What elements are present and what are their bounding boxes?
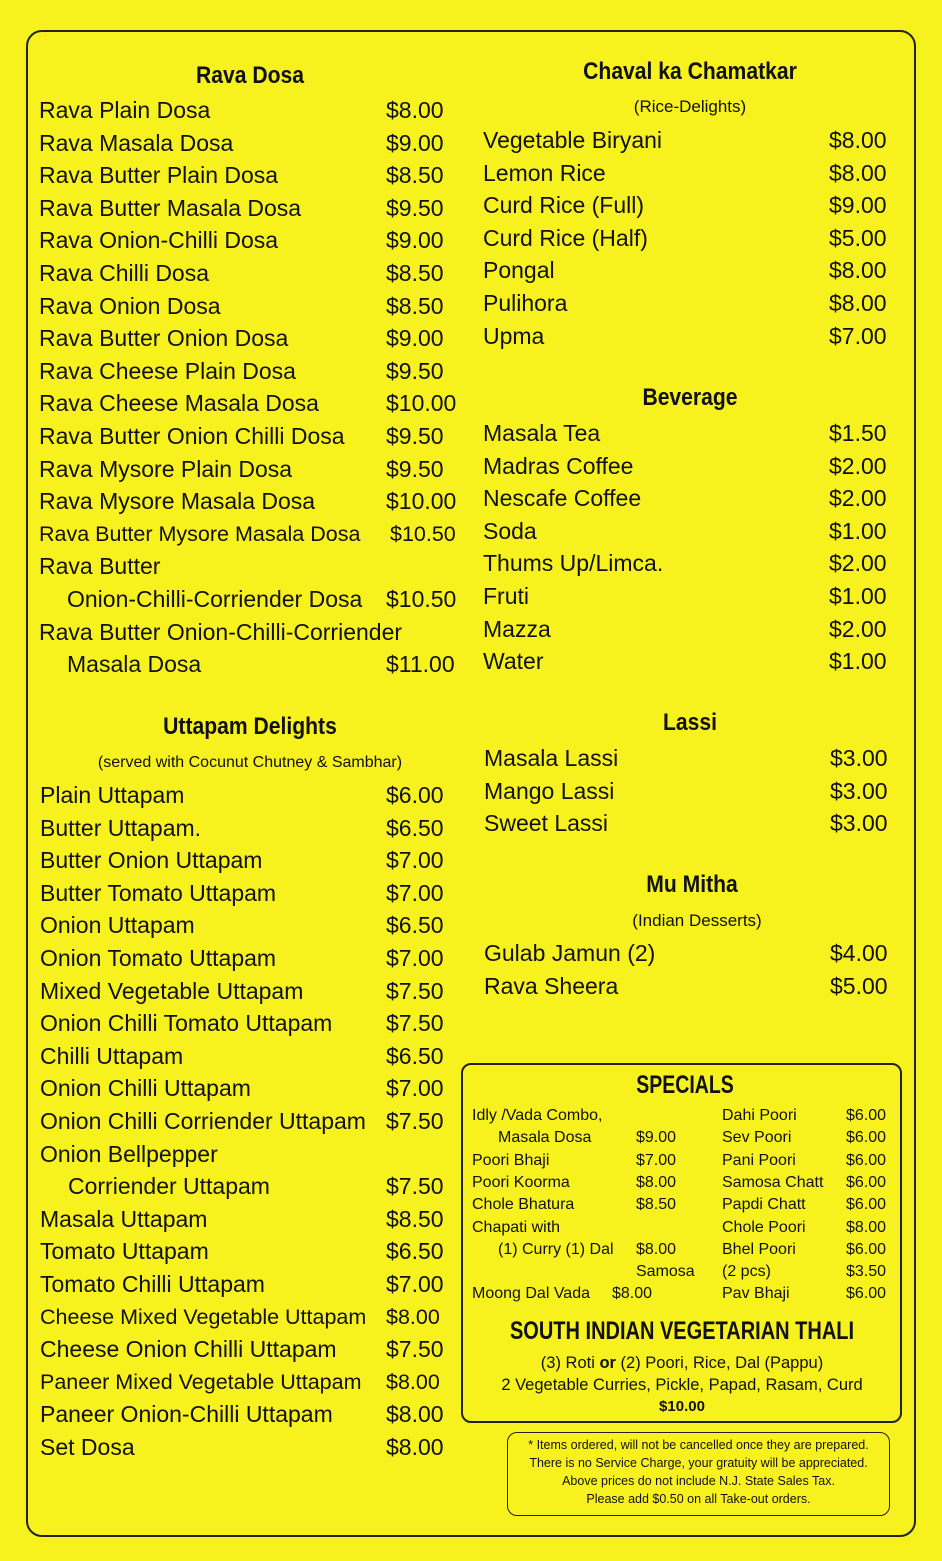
special-item-name: Bhel Poori (722, 1240, 796, 1258)
special-item-price: $6.00 (846, 1173, 887, 1191)
menu-item (483, 254, 893, 287)
menu-item-price: $9.00 (386, 325, 444, 352)
uttapam-list (40, 779, 470, 1463)
menu-item-name: Rava Butter Plain Dosa (39, 162, 279, 189)
menu-item (483, 547, 893, 580)
menu-item (483, 645, 893, 678)
menu-item-price: $6.00 (386, 782, 444, 808)
menu-item (483, 482, 893, 515)
menu-item (40, 1333, 470, 1366)
menu-item-name: Masala Lassi (484, 745, 619, 771)
menu-item-name: Rava Butter Masala Dosa (39, 194, 302, 221)
menu-item-price: $8.50 (386, 292, 444, 319)
menu-item-price: $7.50 (386, 1010, 444, 1037)
special-item-price: $8.00 (612, 1285, 653, 1303)
menu-item-price: $5.00 (830, 972, 888, 999)
menu-item-name: Curd Rice (Half) (483, 224, 648, 251)
menu-item-name: Masala Uttapam (40, 1205, 208, 1232)
menu-item-name: Rava Onion Dosa (39, 292, 221, 319)
mu-mitha-heading: Mu Mitha (646, 871, 738, 898)
menu-item (39, 453, 469, 486)
menu-item-name: Masala Dosa (67, 651, 202, 678)
thali-line-2: 2 Vegetable Curries, Pickle, Papad, Rasam, Curd (501, 1376, 863, 1394)
menu-item (483, 515, 893, 548)
special-item-price: $6.00 (846, 1240, 887, 1258)
menu-item (483, 124, 893, 157)
menu-item-price: $2.00 (829, 452, 887, 479)
menu-item-name: Nescafe Coffee (483, 485, 642, 512)
lassi-list (484, 742, 894, 840)
menu-item-price: $1.50 (829, 420, 887, 446)
menu-item-name: Mazza (483, 615, 551, 642)
menu-item (40, 942, 470, 975)
menu-item-name: Plain Uttapam (40, 782, 185, 808)
menu-item (39, 518, 469, 551)
menu-item-name: Chilli Uttapam (40, 1042, 184, 1069)
menu-item-name: Onion Tomato Uttapam (40, 944, 277, 971)
menu-item-price: $10.00 (386, 488, 457, 515)
menu-item-name: Butter Uttapam. (40, 814, 202, 841)
menu-item-name: Tomato Chilli Uttapam (40, 1270, 265, 1297)
menu-item-name: Rava Onion-Chilli Dosa (39, 227, 279, 254)
menu-item-price: $7.50 (386, 1336, 444, 1363)
beverage-heading: Beverage (642, 384, 738, 411)
menu-item-price: $10.00 (386, 390, 457, 417)
special-item-price: $8.00 (636, 1173, 677, 1191)
thali-line-1 (462, 1354, 902, 1373)
menu-item-name: Pulihora (483, 289, 568, 316)
notes-box (507, 1432, 890, 1516)
menu-item (39, 159, 469, 192)
menu-item-name: Rava Butter Onion Dosa (39, 325, 289, 352)
menu-item-name: Butter Onion Uttapam (40, 847, 263, 874)
menu-item-price: $8.00 (386, 1433, 444, 1460)
menu-item-name: Madras Coffee (483, 452, 634, 479)
menu-item-price: $3.00 (830, 745, 888, 771)
special-item-name: Papdi Chatt (722, 1196, 806, 1214)
menu-item (484, 807, 894, 840)
menu-item-name: Fruti (483, 582, 529, 609)
mu-mitha-subtitle: (Indian Desserts) (632, 911, 762, 930)
menu-item (39, 192, 469, 225)
menu-item-name: Onion Chilli Corriender Uttapam (40, 1107, 366, 1134)
menu-item (483, 580, 893, 613)
menu-item (483, 287, 893, 320)
chaval-subtitle: (Rice-Delights) (633, 97, 747, 116)
special-item-name: Poori Bhaji (472, 1151, 550, 1169)
menu-item-name: Water (483, 648, 544, 675)
menu-item-name: Rava Mysore Plain Dosa (39, 455, 293, 482)
menu-item-price: $5.00 (829, 224, 887, 251)
menu-item-price: $10.50 (386, 585, 457, 612)
menu-item-price: $9.50 (386, 422, 444, 449)
special-item-price: $8.00 (846, 1218, 887, 1236)
menu-item (39, 94, 469, 127)
menu-item (483, 157, 893, 190)
menu-item (40, 1138, 470, 1171)
uttapam-heading: Uttapam Delights (163, 713, 337, 740)
menu-item-name: Onion Bellpepper (40, 1140, 218, 1167)
special-item-name: (2 pcs) (722, 1263, 771, 1281)
menu-item-price: $6.50 (386, 1238, 444, 1265)
menu-item (483, 189, 893, 222)
menu-item (39, 322, 469, 355)
menu-item-name: Soda (483, 517, 537, 544)
menu-item-price: $1.00 (829, 648, 887, 675)
menu-item (40, 1268, 470, 1301)
menu-item-price: $2.00 (829, 615, 887, 642)
special-item-price: $6.00 (846, 1129, 887, 1147)
menu-item (40, 1431, 470, 1464)
menu-item (40, 877, 470, 910)
menu-item-name: Masala Tea (483, 420, 601, 446)
menu-item-price: $7.00 (386, 847, 444, 874)
menu-item-price: $1.00 (829, 517, 887, 544)
menu-item-price: $11.00 (386, 651, 455, 678)
menu-item-name: Onion Chilli Tomato Uttapam (40, 1010, 333, 1037)
menu-item-price: $1.00 (829, 582, 887, 609)
menu-item-name: Paneer Mixed Vegetable Uttapam (40, 1369, 362, 1394)
menu-item-price: $9.50 (386, 194, 444, 221)
menu-item-name: Thums Up/Limca. (483, 550, 664, 577)
menu-item (40, 975, 470, 1008)
special-item-name: Masala Dosa (498, 1129, 592, 1147)
menu-item-price: $8.00 (386, 1369, 440, 1394)
menu-item-name: Mango Lassi (484, 777, 615, 804)
menu-item (39, 387, 469, 420)
menu-item (40, 844, 470, 877)
menu-item-name: Corriender Uttapam (68, 1173, 270, 1200)
special-item-price: $8.50 (636, 1196, 677, 1214)
menu-item-name: Upma (483, 322, 545, 349)
menu-item-price: $8.00 (829, 127, 887, 153)
menu-item-name: Paneer Onion-Chilli Uttapam (40, 1401, 333, 1428)
menu-item (40, 1040, 470, 1073)
menu-item-name: Rava Plain Dosa (39, 97, 211, 123)
menu-item-price: $3.00 (830, 777, 888, 804)
menu-item-price: $9.00 (386, 227, 444, 254)
menu-item-price: $8.50 (386, 1205, 444, 1232)
menu-item-name: Onion-Chilli-Corriender Dosa (67, 585, 363, 612)
menu-item (40, 909, 470, 942)
thali-heading: SOUTH INDIAN VEGETARIAN THALI (509, 1317, 855, 1345)
menu-item (484, 970, 894, 1003)
menu-item-price: $8.00 (386, 1401, 444, 1428)
mu-mitha-list (484, 937, 894, 1002)
menu-item (484, 742, 894, 775)
menu-item-name: Tomato Uttapam (40, 1238, 209, 1265)
thali-price: $10.00 (659, 1398, 705, 1415)
menu-item (39, 420, 469, 453)
menu-item (483, 222, 893, 255)
menu-item-price: $8.00 (829, 257, 887, 284)
special-item-price: $8.00 (636, 1240, 677, 1258)
menu-item-price: $2.00 (829, 550, 887, 577)
menu-item-price: $7.50 (386, 1107, 444, 1134)
menu-item-price: $7.50 (386, 1173, 444, 1200)
specials-heading: SPECIALS (636, 1071, 734, 1099)
note-line-3: Above prices do not include N.J. State Sales Tax. (562, 1474, 835, 1488)
special-item-price: $6.00 (846, 1196, 887, 1214)
menu-item-price: $7.00 (386, 1075, 444, 1102)
menu-item (39, 355, 469, 388)
menu-item-name: Mixed Vegetable Uttapam (40, 977, 304, 1004)
menu-item-name: Cheese Mixed Vegetable Uttapam (40, 1304, 367, 1329)
menu-item (39, 290, 469, 323)
special-item-name: (1) Curry (1) Dal (498, 1240, 614, 1258)
menu-item-name: Set Dosa (40, 1433, 135, 1460)
special-item-name: Chole Bhatura (472, 1196, 575, 1214)
menu-item-price: $4.00 (830, 940, 888, 966)
menu-item-price: $7.00 (386, 1270, 444, 1297)
menu-item-price: $8.00 (829, 159, 887, 186)
menu-item-name: Rava Chilli Dosa (39, 259, 210, 286)
menu-item-name: Rava Cheese Plain Dosa (39, 357, 296, 384)
menu-item (483, 613, 893, 646)
menu-item-name: Rava Mysore Masala Dosa (39, 488, 316, 515)
menu-item-name: Lemon Rice (483, 159, 606, 186)
menu-item (40, 1105, 470, 1138)
special-item-name: Samosa Chatt (722, 1173, 824, 1191)
menu-item-price: $6.50 (386, 912, 444, 939)
special-item-price: $6.00 (846, 1151, 887, 1169)
thali-line-1a: (3) Roti (540, 1354, 600, 1372)
menu-item-name: Onion Uttapam (40, 912, 195, 939)
menu-item (40, 1203, 470, 1236)
special-item-price: $6.00 (846, 1285, 887, 1303)
menu-item (39, 257, 469, 290)
menu-item (40, 1072, 470, 1105)
uttapam-subtitle: (served with Cocunut Chutney & Sambhar) (97, 754, 403, 771)
special-item-name: Pav Bhaji (722, 1285, 790, 1303)
menu-item (40, 812, 470, 845)
menu-item-name: Rava Butter Onion Chilli Dosa (39, 422, 345, 449)
menu-item (483, 417, 893, 450)
menu-item-price: $9.00 (386, 129, 444, 156)
special-item-price: $9.00 (636, 1129, 677, 1147)
menu-item-name: Rava Butter Mysore Masala Dosa (39, 521, 361, 546)
menu-item-price: $8.00 (829, 289, 887, 316)
menu-item-price: $9.50 (386, 357, 444, 384)
menu-item-price: $8.00 (386, 97, 444, 123)
menu-item (483, 450, 893, 483)
menu-item (40, 1366, 470, 1399)
special-item-name: Moong Dal Vada (472, 1285, 590, 1303)
menu-item-price: $3.00 (830, 810, 888, 837)
menu-item-name: Butter Tomato Uttapam (40, 879, 277, 906)
note-line-1: * Items ordered, will not be cancelled once they are prepared. (528, 1438, 869, 1452)
menu-item (483, 320, 893, 353)
menu-item-price: $2.00 (829, 485, 887, 512)
lassi-heading: Lassi (662, 709, 718, 736)
menu-item-name: Curd Rice (Full) (483, 192, 645, 219)
menu-item-name: Onion Chilli Uttapam (40, 1075, 251, 1102)
menu-item (40, 779, 470, 812)
special-item-price: $7.00 (636, 1151, 677, 1169)
special-item-name: Pani Poori (722, 1151, 796, 1169)
menu-item (39, 550, 469, 583)
chaval-heading: Chaval ka Chamatkar (583, 58, 797, 85)
menu-item (40, 1301, 470, 1334)
special-item-price: $6.00 (846, 1107, 887, 1124)
menu-item-price: $8.50 (386, 162, 444, 189)
menu-item-price: $7.00 (386, 944, 444, 971)
special-item-price: $3.50 (846, 1263, 887, 1281)
menu-item-price: $6.50 (386, 1042, 444, 1069)
special-item-name: Sev Poori (722, 1129, 792, 1147)
special-item-name: Chole Poori (722, 1218, 806, 1236)
rava-dosa-list (39, 94, 469, 681)
note-line-4: Please add $0.50 on all Take-out orders. (586, 1492, 811, 1506)
special-item-name: Idly /Vada Combo, (472, 1107, 603, 1124)
special-item-name: Dahi Poori (722, 1107, 797, 1124)
thali-line-1b: (2) Poori, Rice, Dal (Pappu) (615, 1354, 824, 1372)
menu-item (484, 775, 894, 808)
menu-item-price: $9.50 (386, 455, 444, 482)
special-item-price: Samosa (636, 1263, 695, 1281)
special-item-name: Poori Koorma (472, 1173, 570, 1191)
menu-item-price: $8.00 (386, 1304, 440, 1329)
menu-item-price: $6.50 (386, 814, 444, 841)
menu-item-name: Vegetable Biryani (483, 127, 663, 153)
menu-item (484, 937, 894, 970)
rava-dosa-heading: Rava Dosa (195, 62, 304, 89)
menu-item-name: Rava Sheera (484, 972, 619, 999)
menu-item (40, 1007, 470, 1040)
menu-item-price: $8.50 (386, 259, 444, 286)
menu-item (40, 1398, 470, 1431)
menu-item (39, 127, 469, 160)
menu-item (39, 485, 469, 518)
menu-item-price: $7.00 (386, 879, 444, 906)
menu-item-name: Rava Cheese Masala Dosa (39, 390, 319, 417)
menu-item-price: $10.50 (390, 521, 456, 546)
thali-or: or (599, 1354, 616, 1372)
menu-item-name: Gulab Jamun (2) (484, 940, 656, 966)
special-item-name: Chapati with (472, 1218, 561, 1236)
menu-item-price: $7.50 (386, 977, 444, 1004)
chaval-list (483, 124, 893, 352)
menu-item-name: Rava Butter Onion-Chilli-Corriender (39, 618, 403, 645)
menu-item (39, 616, 469, 649)
menu-item (39, 583, 469, 616)
menu-item-name: Pongal (483, 257, 555, 284)
menu-item (39, 224, 469, 257)
menu-item-name: Sweet Lassi (484, 810, 609, 837)
menu-item-name: Cheese Onion Chilli Uttapam (40, 1336, 337, 1363)
menu-item (40, 1170, 470, 1203)
menu-item-price: $7.00 (829, 322, 887, 349)
menu-item-price: $9.00 (829, 192, 887, 219)
note-line-2: There is no Service Charge, your gratuity will be appreciated. (529, 1456, 868, 1470)
menu-item-name: Rava Butter (39, 553, 161, 580)
beverage-list (483, 417, 893, 678)
menu-item-name: Rava Masala Dosa (39, 129, 234, 156)
menu-item (40, 1235, 470, 1268)
menu-item (39, 648, 469, 681)
